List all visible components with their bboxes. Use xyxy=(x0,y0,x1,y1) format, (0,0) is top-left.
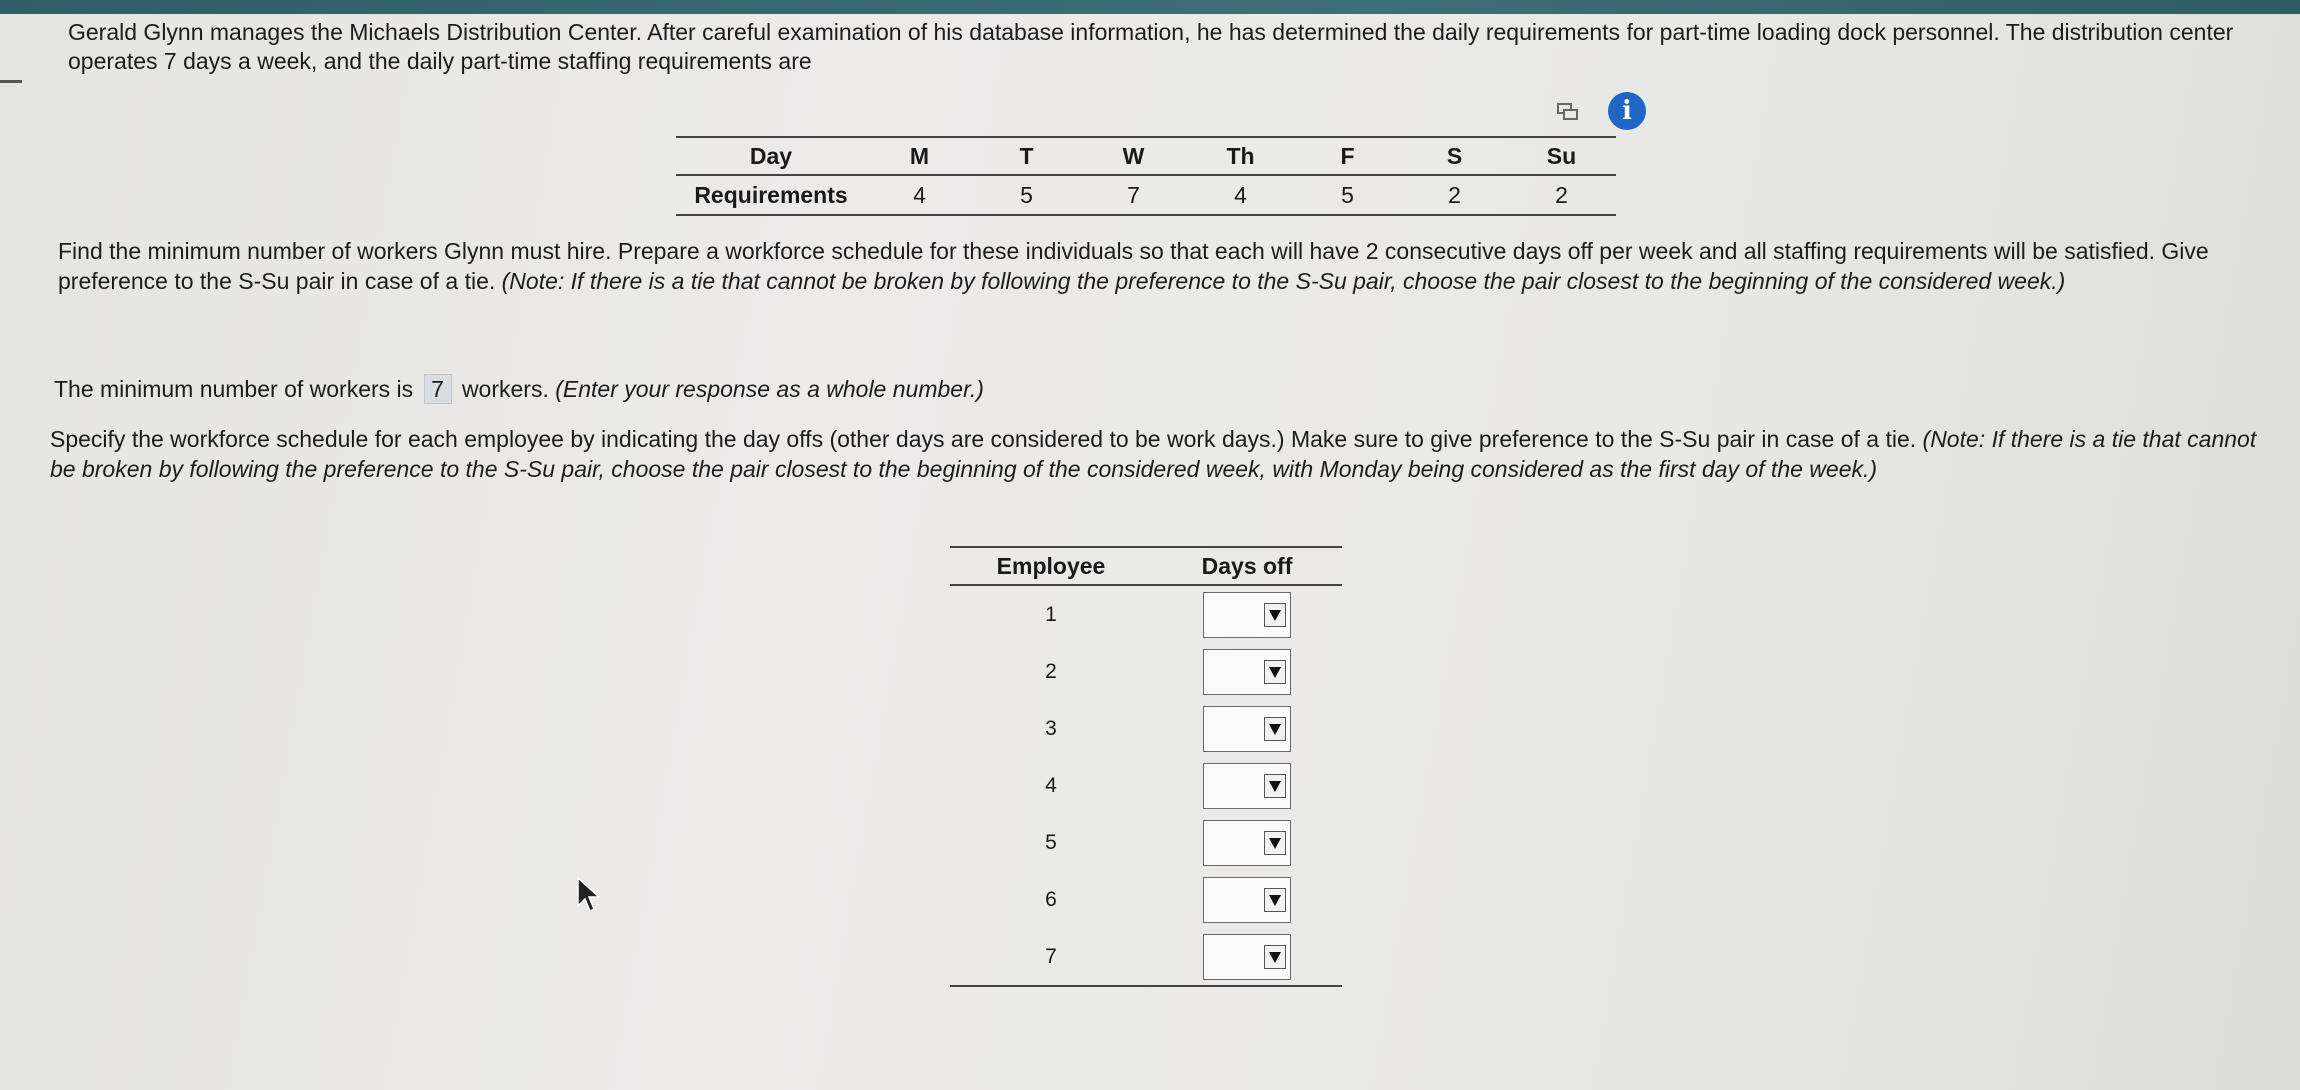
schedule-table xyxy=(950,546,1342,987)
table-row xyxy=(950,871,1342,928)
question-1 xyxy=(58,236,2258,296)
employee-header: Employee xyxy=(996,552,1106,579)
days-off-header: Days off xyxy=(1201,552,1293,579)
requirements-table xyxy=(676,136,1616,216)
answer-suffix: workers. xyxy=(461,376,549,402)
requirements-row-label: Requirements xyxy=(694,181,848,208)
intro-text: Gerald Glynn manages the Michaels Distribution Center. After careful examination of his database information, he has determined the daily requirements for part-time loading dock personnel. The distribution center operates 7 days a week, and the daily part-time staffing requirements are xyxy=(68,19,2234,74)
day-header: W xyxy=(1122,142,1145,169)
requirement-value: 2 xyxy=(1448,181,1461,208)
day-header: M xyxy=(909,142,930,169)
chevron-down-icon[interactable] xyxy=(1264,888,1286,912)
question-2 xyxy=(50,424,2280,484)
table-row xyxy=(950,586,1342,643)
question-2-note-prefix: (Note: xyxy=(1922,426,1986,452)
requirement-value: 7 xyxy=(1127,181,1140,208)
days-off-dropdown[interactable] xyxy=(1203,820,1291,866)
min-workers-input[interactable]: 7 xyxy=(424,374,452,404)
side-handle[interactable] xyxy=(0,80,22,83)
day-header: F xyxy=(1340,142,1355,169)
table-row xyxy=(950,814,1342,871)
question-2-note: If there is a tie that cannot be broken by following the preference to the S-Su pair, choose the pair closest to the beginning of the considered week, with Monday being considered as the first day of the week.) xyxy=(50,426,2257,482)
requirements-header-row xyxy=(676,138,1616,176)
days-off-dropdown[interactable] xyxy=(1203,877,1291,923)
employee-number: 2 xyxy=(1045,659,1057,683)
info-icon[interactable]: i xyxy=(1608,92,1646,130)
question-1-note: (Note: If there is a tie that cannot be broken by following the preference to the S-Su pair, choose the pair closest to the beginning of the considered week.) xyxy=(501,268,2066,294)
day-header: Th xyxy=(1226,142,1255,169)
table-row xyxy=(950,643,1342,700)
answer-prefix: The minimum number of workers is xyxy=(54,376,414,402)
employee-number: 5 xyxy=(1045,830,1057,854)
table-row xyxy=(950,928,1342,985)
chevron-down-icon[interactable] xyxy=(1264,603,1286,627)
requirement-value: 4 xyxy=(1234,181,1247,208)
chevron-down-icon[interactable] xyxy=(1264,945,1286,969)
mouse-cursor-icon xyxy=(574,876,604,916)
question-2-text: Specify the workforce schedule for each employee by indicating the day offs (other days are considered to be work days.) Make sure to give preference to the S-Su pair in case of a tie. xyxy=(50,426,1917,452)
requirement-value: 5 xyxy=(1341,181,1354,208)
answer-hint: (Enter your response as a whole number.) xyxy=(555,376,984,402)
employee-number: 7 xyxy=(1045,944,1057,968)
days-off-dropdown[interactable] xyxy=(1203,763,1291,809)
days-off-dropdown[interactable] xyxy=(1203,706,1291,752)
day-header: T xyxy=(1019,142,1034,169)
requirements-value-row xyxy=(676,176,1616,214)
chevron-down-icon[interactable] xyxy=(1264,660,1286,684)
requirement-value: 5 xyxy=(1020,181,1033,208)
requirement-value: 4 xyxy=(913,181,926,208)
employee-number: 3 xyxy=(1045,716,1057,740)
day-row-label: Day xyxy=(749,142,793,169)
requirement-value: 2 xyxy=(1555,181,1568,208)
day-header: S xyxy=(1446,142,1463,169)
employee-number: 1 xyxy=(1045,602,1057,626)
chevron-down-icon[interactable] xyxy=(1264,774,1286,798)
copy-icon[interactable] xyxy=(1556,102,1580,122)
days-off-dropdown[interactable] xyxy=(1203,592,1291,638)
days-off-dropdown[interactable] xyxy=(1203,934,1291,980)
answer-line xyxy=(54,374,1154,404)
employee-number: 6 xyxy=(1045,887,1057,911)
chevron-down-icon[interactable] xyxy=(1264,717,1286,741)
chevron-down-icon[interactable] xyxy=(1264,831,1286,855)
table-row xyxy=(950,757,1342,814)
day-header: Su xyxy=(1546,142,1577,169)
schedule-header-row xyxy=(950,548,1342,586)
days-off-dropdown[interactable] xyxy=(1203,649,1291,695)
table-row xyxy=(950,700,1342,757)
top-bar xyxy=(0,0,2300,14)
question-1-text: Find the minimum number of workers Glynn must hire. Prepare a workforce schedule for these individuals so that each will have 2 consecutive days off per week and all staffing requirements will be satisfied. Give preference to the S-Su pair in case of a tie. xyxy=(58,238,2209,294)
employee-number: 4 xyxy=(1045,773,1057,797)
